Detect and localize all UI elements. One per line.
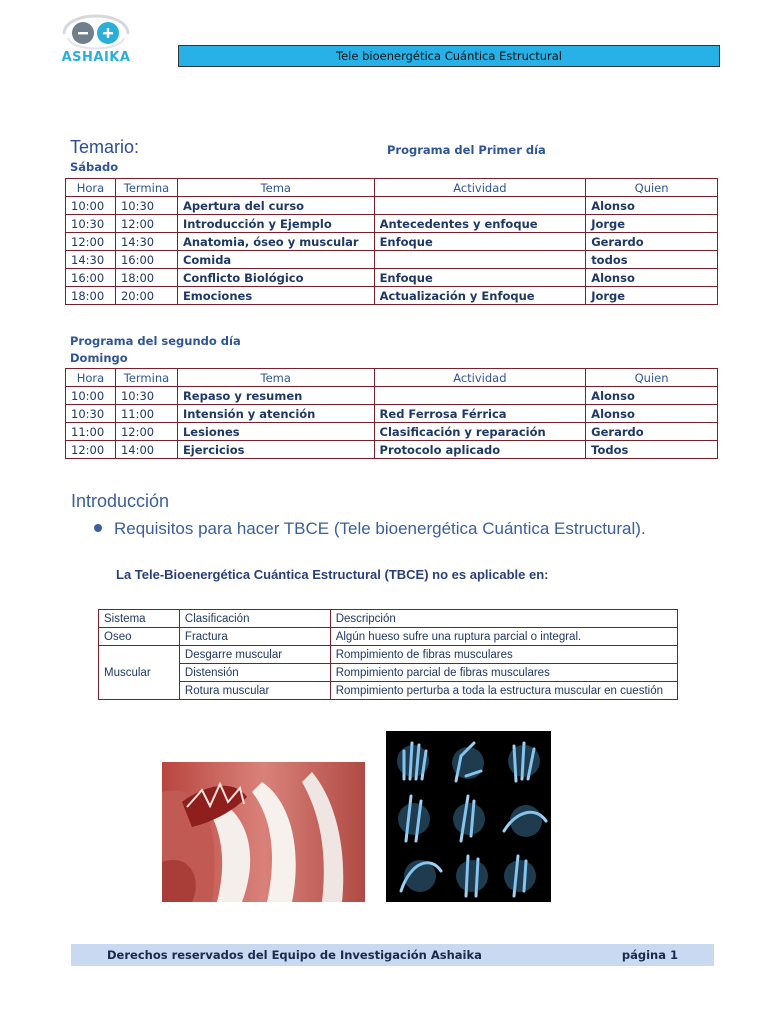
table-row	[66, 215, 718, 233]
column-header: Quien	[586, 369, 718, 387]
page-footer	[71, 944, 714, 966]
column-header: Termina	[115, 369, 177, 387]
cell-termina: 18:00	[115, 269, 177, 287]
cell-hora: 12:00	[66, 441, 116, 459]
cell-descripcion: Rompimiento perturba a toda la estructura muscular en cuestión	[330, 682, 677, 700]
cell-actividad: Antecedentes y enfoque	[374, 215, 586, 233]
column-header: Hora	[66, 179, 116, 197]
column-header: Descripción	[330, 610, 677, 628]
cell-quien: Alonso	[586, 387, 718, 405]
cell-hora: 10:00	[66, 197, 116, 215]
cell-actividad: Enfoque	[374, 269, 586, 287]
cell-tema: Comida	[177, 251, 374, 269]
table-row	[66, 287, 718, 305]
day2-name: Domingo	[70, 351, 128, 365]
table-row	[66, 387, 718, 405]
document-header-title: Tele bioenergética Cuántica Estructural	[178, 45, 720, 67]
cell-termina: 14:30	[115, 233, 177, 251]
cell-termina: 16:00	[115, 251, 177, 269]
table-header-row	[66, 369, 718, 387]
cell-quien: Todos	[586, 441, 718, 459]
cell-clasificacion: Fractura	[179, 628, 330, 646]
cell-tema: Conflicto Biológico	[177, 269, 374, 287]
cell-termina: 10:30	[115, 387, 177, 405]
cell-quien: Alonso	[586, 197, 718, 215]
bullet-icon	[94, 524, 102, 532]
cell-sistema: Muscular	[99, 646, 180, 700]
cell-quien: Gerardo	[586, 423, 718, 441]
cell-tema: Emociones	[177, 287, 374, 305]
cell-sistema: Oseo	[99, 628, 180, 646]
cell-tema: Anatomia, óseo y muscular	[177, 233, 374, 251]
table-row	[66, 405, 718, 423]
cell-hora: 16:00	[66, 269, 116, 287]
schedule-table-day2	[65, 368, 718, 459]
cell-actividad: Enfoque	[374, 233, 586, 251]
tbce-heading: La Tele-Bioenergética Cuántica Estructural (TBCE) no es aplicable en:	[116, 567, 549, 582]
cell-termina: 10:30	[115, 197, 177, 215]
cell-actividad	[374, 387, 586, 405]
cell-actividad: Actualización y Enfoque	[374, 287, 586, 305]
day1-name: Sábado	[70, 160, 119, 174]
cell-termina: 14:00	[115, 441, 177, 459]
cell-actividad	[374, 251, 586, 269]
table-row	[66, 269, 718, 287]
column-header: Clasificación	[179, 610, 330, 628]
cell-tema: Repaso y resumen	[177, 387, 374, 405]
cell-descripcion: Rompimiento de fibras musculares	[330, 646, 677, 664]
table-row	[99, 646, 678, 664]
logo-wordmark: ASHAIKA	[61, 50, 131, 65]
cell-hora: 18:00	[66, 287, 116, 305]
column-header: Termina	[115, 179, 177, 197]
table-header-row	[99, 610, 678, 628]
cell-hora: 10:30	[66, 215, 116, 233]
table-row	[66, 197, 718, 215]
footer-copyright: Derechos reservados del Equipo de Investigación Ashaika	[107, 948, 482, 962]
tbce-table	[98, 609, 678, 700]
table-row	[66, 233, 718, 251]
column-header: Hora	[66, 369, 116, 387]
cell-tema: Introducción y Ejemplo	[177, 215, 374, 233]
table-row	[99, 682, 678, 700]
cell-tema: Lesiones	[177, 423, 374, 441]
column-header: Tema	[177, 369, 374, 387]
column-header: Actividad	[374, 369, 586, 387]
cell-termina: 20:00	[115, 287, 177, 305]
cell-actividad	[374, 197, 586, 215]
cell-tema: Apertura del curso	[177, 197, 374, 215]
cell-quien: Alonso	[586, 405, 718, 423]
requirements-bullet	[94, 519, 646, 539]
cell-descripcion: Rompimiento parcial de fibras musculares	[330, 664, 677, 682]
cell-clasificacion: Rotura muscular	[179, 682, 330, 700]
cell-hora: 10:30	[66, 405, 116, 423]
day2-heading: Programa del segundo día	[70, 334, 241, 348]
cell-tema: Intensión y atención	[177, 405, 374, 423]
table-row	[66, 423, 718, 441]
table-row	[66, 441, 718, 459]
footer-page-number: página 1	[621, 948, 678, 962]
temario-title: Temario:	[70, 137, 140, 157]
cell-quien: Alonso	[586, 269, 718, 287]
cell-termina: 12:00	[115, 423, 177, 441]
column-header: Quien	[586, 179, 718, 197]
cell-termina: 12:00	[115, 215, 177, 233]
xray-collage-image	[386, 731, 551, 902]
cell-actividad: Protocolo aplicado	[374, 441, 586, 459]
column-header: Sistema	[99, 610, 180, 628]
day1-heading: Programa del Primer día	[387, 143, 546, 157]
column-header: Actividad	[374, 179, 586, 197]
table-header-row	[66, 179, 718, 197]
table-row	[99, 664, 678, 682]
cell-actividad: Clasificación y reparación	[374, 423, 586, 441]
table-row	[99, 628, 678, 646]
intro-title: Introducción	[71, 491, 170, 511]
logo-emblem-icon	[58, 4, 134, 54]
cell-descripcion: Algún hueso sufre una ruptura parcial o integral.	[330, 628, 677, 646]
cell-actividad: Red Ferrosa Férrica	[374, 405, 586, 423]
cell-tema: Ejercicios	[177, 441, 374, 459]
cell-hora: 12:00	[66, 233, 116, 251]
cell-quien: Jorge	[586, 287, 718, 305]
table-row	[66, 251, 718, 269]
cell-hora: 11:00	[66, 423, 116, 441]
muscle-tear-image	[162, 762, 365, 902]
cell-quien: todos	[586, 251, 718, 269]
cell-quien: Jorge	[586, 215, 718, 233]
cell-hora: 14:30	[66, 251, 116, 269]
cell-quien: Gerardo	[586, 233, 718, 251]
ashaika-logo	[58, 4, 134, 70]
requirements-text: Requisitos para hacer TBCE (Tele bioenergética Cuántica Estructural).	[114, 519, 646, 538]
cell-hora: 10:00	[66, 387, 116, 405]
column-header: Tema	[177, 179, 374, 197]
cell-clasificacion: Desgarre muscular	[179, 646, 330, 664]
schedule-table-day1	[65, 178, 718, 305]
cell-clasificacion: Distensión	[179, 664, 330, 682]
cell-termina: 11:00	[115, 405, 177, 423]
